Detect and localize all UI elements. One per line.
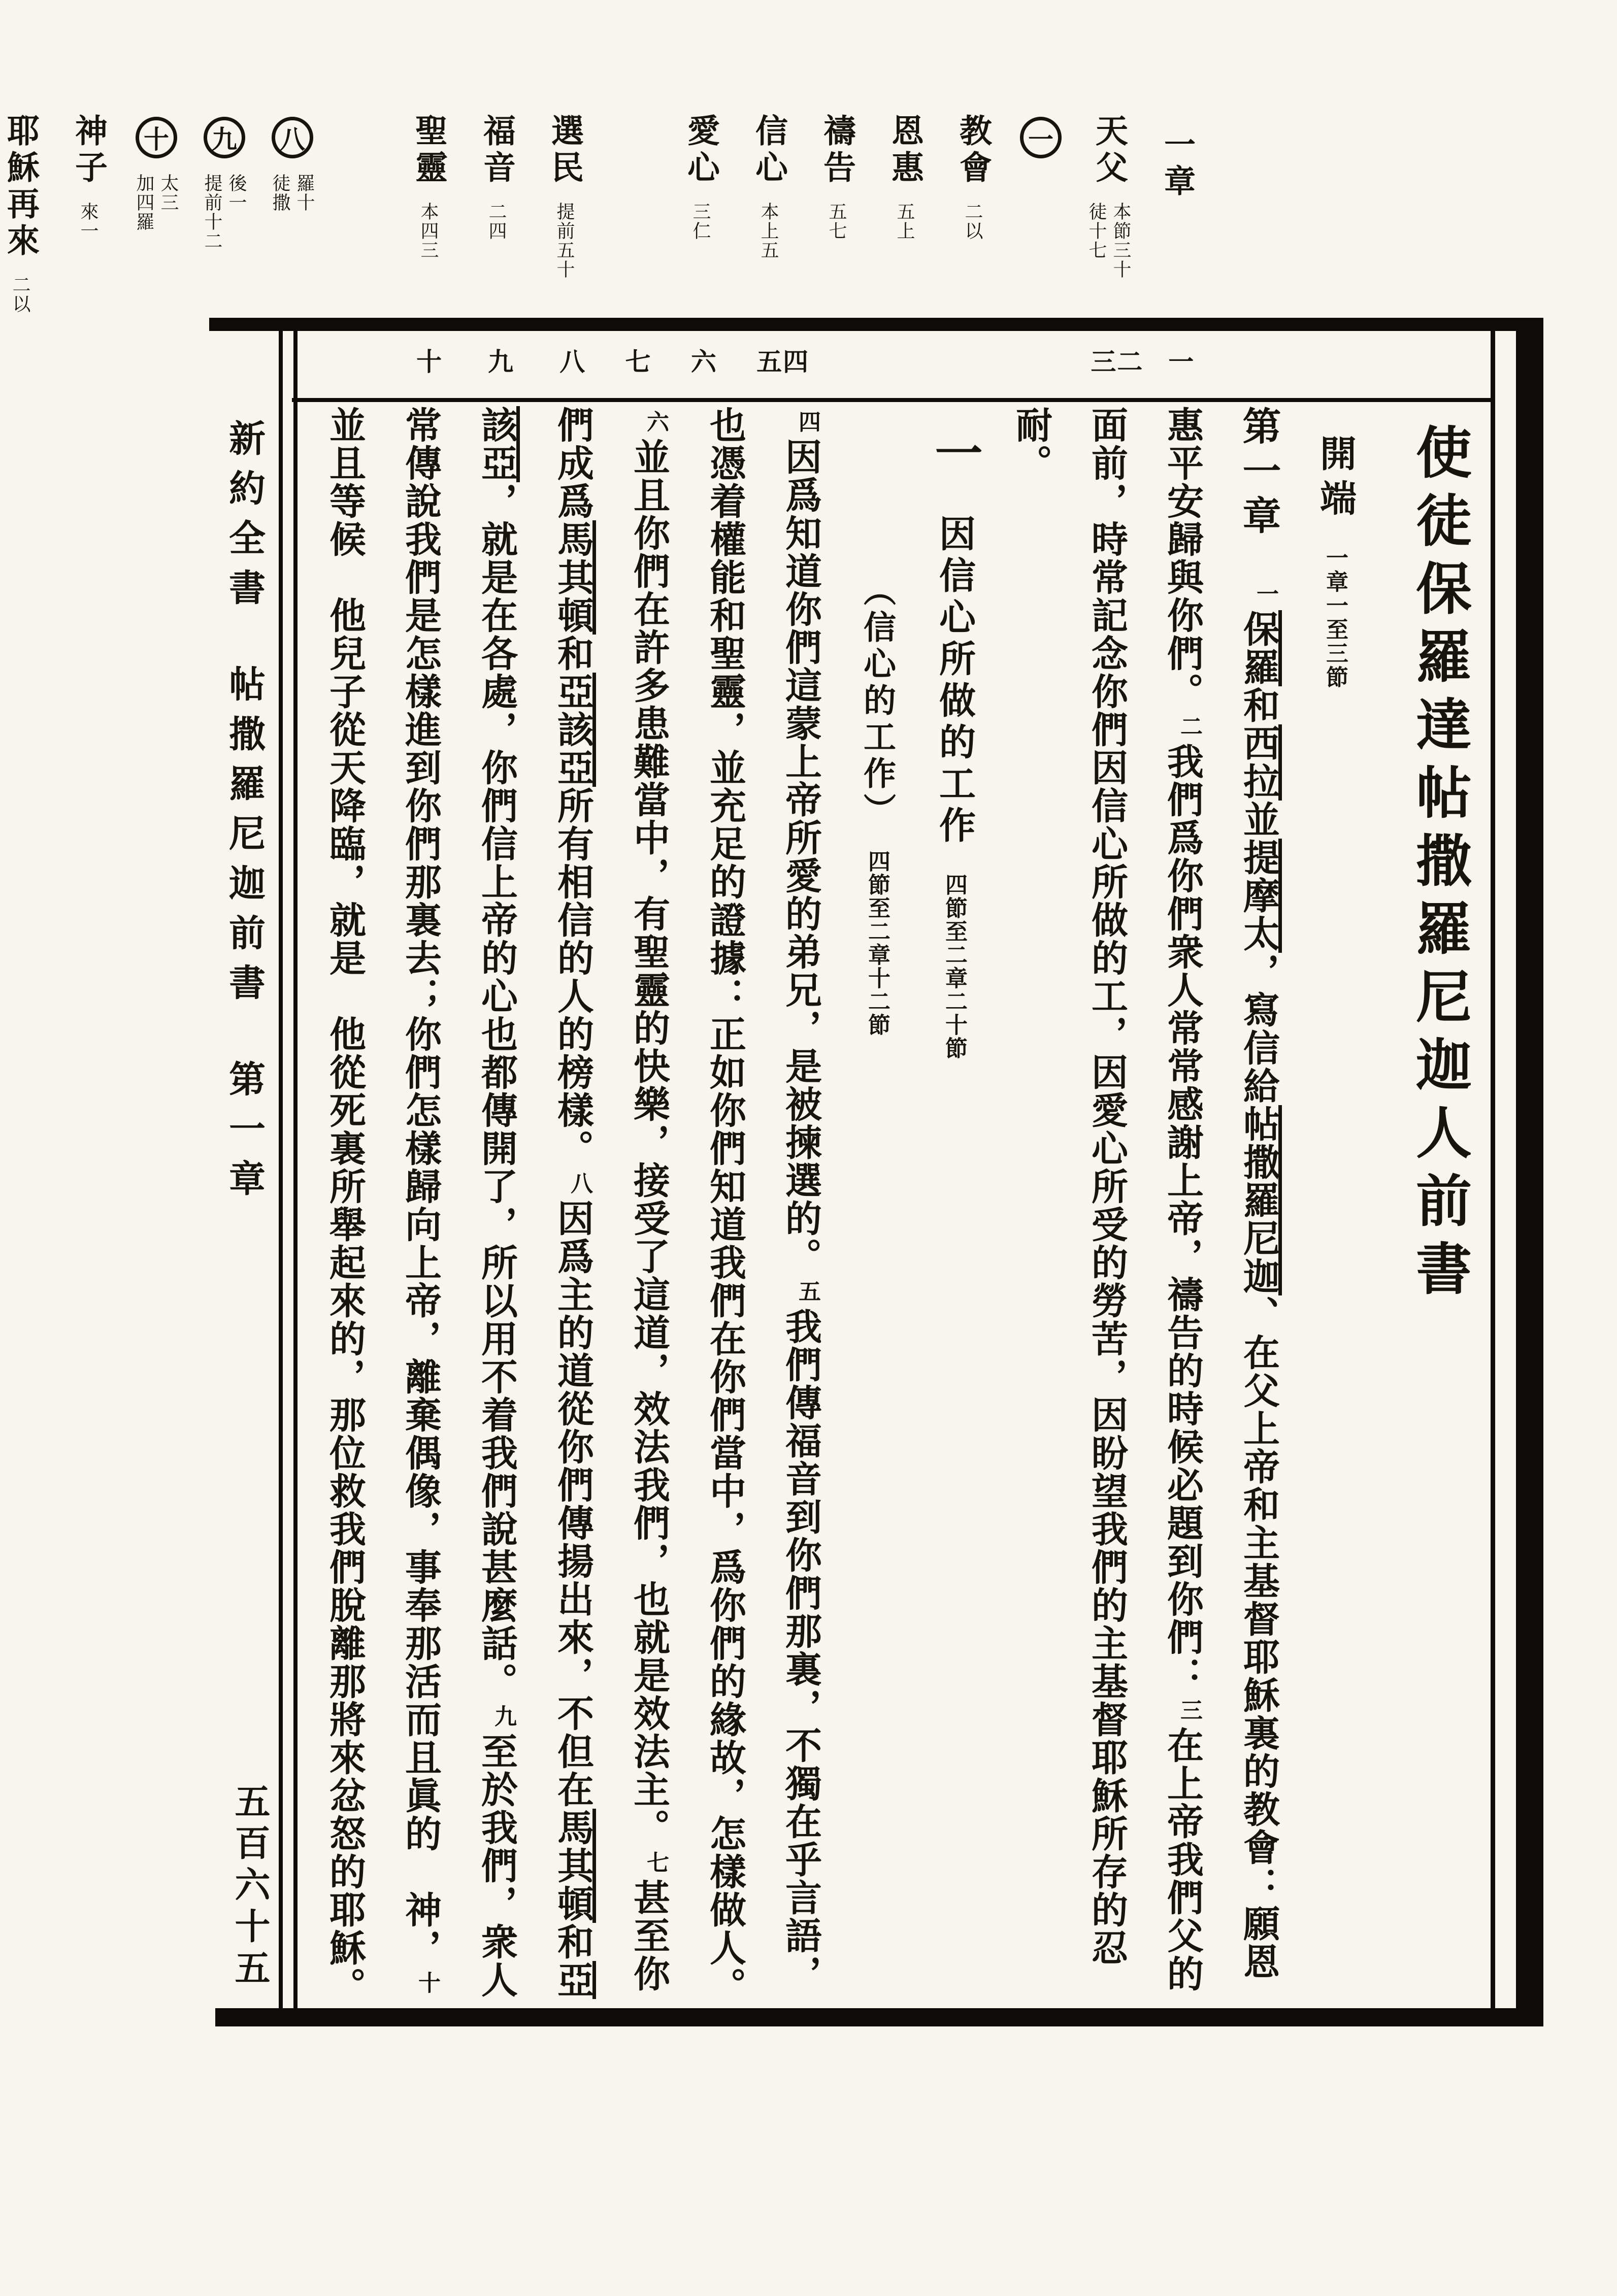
topic-refs <box>758 202 779 260</box>
proper-noun: 亞該亞 <box>552 673 596 787</box>
margin-separator-outer <box>279 318 283 2026</box>
topic-ref: 三仁 <box>690 202 711 241</box>
verse-text: 和 <box>1238 686 1278 724</box>
verse-text: 並且等候 他兒子從天降臨，就是 他從死裏所舉起來的，那位救我們脫離那將來忿怒的耶穌。 <box>324 406 365 2005</box>
verse-number: 八 <box>567 1172 592 1195</box>
running-title <box>217 419 270 1209</box>
subsection-ref: 四節至二章十二節 <box>865 850 889 1037</box>
topic-label: 禱告 <box>819 114 855 187</box>
header-topic <box>946 114 999 241</box>
topic-ref: 徒十七 <box>1086 202 1107 260</box>
header-topic <box>538 114 591 279</box>
verse-number: 五 <box>795 1280 820 1304</box>
header-topic <box>198 114 251 251</box>
verse-text: 我們爲你們衆人常常感謝上帝，禱告的時候必題到你們： <box>1162 743 1202 1694</box>
topic-refs <box>486 202 507 241</box>
header-topic <box>62 114 115 241</box>
book-title: 使徒保羅達帖撒羅尼迦人前書 <box>1408 423 1470 1308</box>
verse-number: 三 <box>1177 1699 1202 1722</box>
band-verse-number: 一 <box>1168 348 1195 376</box>
verse-text: 、在父上帝和主基督耶穌裏的教會：願恩惠平安歸與你們。 <box>1162 406 1278 1981</box>
section-heading <box>915 406 993 2005</box>
proper-noun: 保羅 <box>1238 610 1282 686</box>
topic-refs <box>202 174 247 251</box>
band-verse-number: 六 <box>690 348 717 376</box>
section-number: 一 <box>928 428 980 476</box>
verse-number-band <box>297 322 1491 398</box>
verse-band-rule <box>292 398 1491 402</box>
topic-refs <box>78 202 98 241</box>
running-title-book: 新約全書 <box>223 419 264 618</box>
verse-text: 至於我們，衆人常傳說我們是怎樣進到你們那裏去；你們怎樣歸向上帝，離棄偶像，事奉那活而且眞的 神， <box>400 406 516 1999</box>
topic-label: 愛心 <box>683 114 719 187</box>
header-topic <box>0 114 47 314</box>
subsection-label: （信心的工作） <box>859 574 895 829</box>
topic-refs <box>554 202 575 279</box>
topic-refs <box>270 174 315 212</box>
header-topic <box>1082 114 1135 279</box>
topic-label: 福音 <box>479 114 515 187</box>
chapter-heading: 第一章 <box>1237 406 1279 540</box>
band-verse-number: 八 <box>559 348 586 376</box>
header-chapter-text: 一章 <box>1159 128 1194 201</box>
topic-ref: 提前十二 <box>202 174 222 251</box>
chapter-text-block <box>993 406 1296 2005</box>
frame-border-right-outer <box>1516 318 1543 2026</box>
circled-number: 十 <box>136 117 177 158</box>
topic-label: 神子 <box>71 114 107 187</box>
header-annotations <box>3 114 1203 322</box>
topic-ref: 本節三十 <box>1111 202 1131 279</box>
verse-text: 所有相信的人的榜樣。 <box>552 787 592 1168</box>
opening-heading <box>1296 406 1373 2005</box>
topic-label: 恩惠 <box>887 114 923 187</box>
topic-ref: 提前五十 <box>554 202 575 279</box>
topic-label: 聖靈 <box>411 114 447 187</box>
circled-number: 九 <box>204 117 245 158</box>
proper-noun: 帖撒羅尼迦 <box>1238 1105 1282 1295</box>
topic-refs <box>895 202 915 241</box>
header-chapter-label <box>1150 114 1203 201</box>
topic-ref: 羅十 <box>294 174 315 212</box>
header-topic <box>810 114 863 241</box>
verse-text: 因爲主的道從你們傳揚出來，不但在 <box>552 1200 592 1809</box>
verse-number: 四 <box>795 410 820 434</box>
subsection-heading <box>838 406 915 2005</box>
page-number: 五百六十五 <box>229 1783 269 1991</box>
header-topic <box>742 114 795 260</box>
running-title-chapter: 第一章 <box>223 1060 264 1209</box>
body-text-block <box>306 406 838 2005</box>
header-topic <box>878 114 931 241</box>
band-verse-number: 五四 <box>756 348 810 376</box>
topic-refs <box>10 275 30 314</box>
main-text-area <box>297 406 1491 2005</box>
topic-ref: 加四羅 <box>134 174 154 231</box>
topic-ref: 本上五 <box>758 202 779 260</box>
circled-number: 八 <box>272 117 313 158</box>
verse-text: 我們傳福音到你們那裏，不獨在乎言語，也憑着權能和聖靈，並充足的證據：正如你們知道我們在你們當中，爲你們的緣故，怎樣做人。 <box>704 406 820 2005</box>
topic-ref: 太三 <box>158 174 179 212</box>
topic-refs <box>690 202 711 241</box>
verse-text: 因爲知道你們這蒙上帝所愛的弟兄，是被揀選的。 <box>780 438 820 1276</box>
running-title-section: 帖撒羅尼迦前書 <box>223 665 264 1013</box>
verse-number: 一 <box>1253 582 1278 606</box>
proper-noun: 馬其頓 <box>552 520 596 635</box>
section-ref: 四節至二章二十節 <box>942 873 967 1060</box>
topic-refs <box>418 202 439 260</box>
topic-label: 選民 <box>547 114 583 187</box>
header-topic <box>266 114 319 212</box>
band-verse-number: 三二 <box>1091 348 1144 376</box>
verse-number: 六 <box>643 410 668 434</box>
band-verse-number: 九 <box>488 348 515 376</box>
circled-number: 一 <box>1020 117 1062 158</box>
topic-ref: 二四 <box>486 202 507 241</box>
header-topic <box>130 114 183 231</box>
header-topic <box>470 114 523 241</box>
opening-label: 開端 <box>1314 435 1355 524</box>
verse-text: 在上帝我們父的面前，時常記念你們因信心所做的工，因愛心所受的勞苦，因盼望我們的主基督耶穌所存的忍耐。 <box>1010 406 1202 1993</box>
topic-refs <box>134 174 179 231</box>
header-topic <box>1014 114 1067 158</box>
verse-text: ，寫信給 <box>1238 953 1278 1105</box>
band-verse-number: 十 <box>416 348 443 376</box>
topic-label: 信心 <box>751 114 787 187</box>
topic-refs <box>963 202 983 241</box>
frame-border-right-inner <box>1491 318 1495 2026</box>
verse-text: 和 <box>552 1923 592 1961</box>
topic-ref: 二以 <box>963 202 983 241</box>
header-topic <box>402 114 455 260</box>
topic-ref: 五上 <box>895 202 915 241</box>
verse-text: 並 <box>1238 801 1278 839</box>
verse-text: ，就是在各處，你們信上帝的心也都傳開了，所以用不着我們說甚麼話。 <box>476 482 516 1701</box>
verse-text: 並且你們在許多患難當中，有聖靈的快樂，接受了這道，效法我們，也就是效法主。 <box>628 438 669 1847</box>
topic-ref: 五七 <box>827 202 847 241</box>
topic-ref: 二以 <box>10 275 30 314</box>
opening-ref: 一章一至三節 <box>1323 546 1347 689</box>
topic-ref: 本四三 <box>418 202 439 260</box>
verse-text: 甚至你們成爲 <box>552 406 669 1993</box>
verse-number: 十 <box>415 1971 440 1995</box>
verse-number: 九 <box>491 1705 516 1728</box>
topic-label: 天父 <box>1091 114 1127 187</box>
proper-noun: 馬其頓 <box>552 1809 596 1923</box>
proper-noun: 提摩太 <box>1238 839 1282 953</box>
topic-ref: 後一 <box>226 174 247 212</box>
band-verse-number: 七 <box>625 348 652 376</box>
frame-border-bottom <box>215 2008 1543 2026</box>
topic-ref: 來一 <box>78 202 98 241</box>
verse-text: 和 <box>552 635 592 673</box>
verse-number: 七 <box>643 1851 668 1875</box>
topic-refs <box>1086 202 1131 279</box>
verse-number: 二 <box>1177 715 1202 739</box>
section-label: 因信心所做的工作 <box>934 515 974 848</box>
topic-label: 耶穌再來 <box>3 114 39 260</box>
topic-label: 教會 <box>955 114 991 187</box>
header-topic <box>674 114 727 241</box>
proper-noun: 西拉 <box>1238 724 1282 801</box>
topic-ref: 徒撒 <box>270 174 290 212</box>
proper-noun: 亞該亞 <box>476 406 596 1999</box>
topic-refs <box>827 202 847 241</box>
